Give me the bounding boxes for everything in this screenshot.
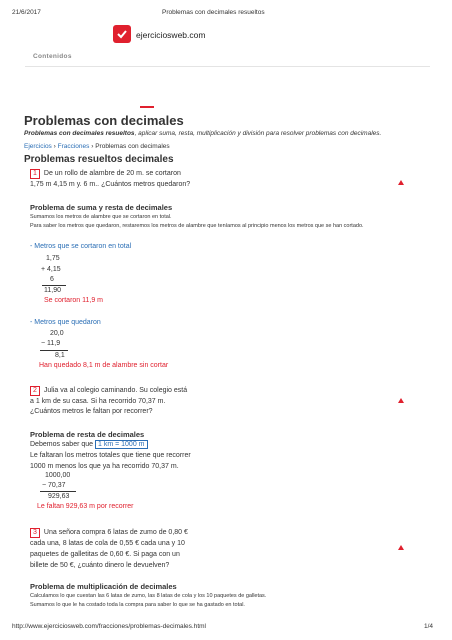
p1-subtrahend: − 11,9 — [41, 340, 61, 347]
problem-1-solution-title: Problema de suma y resta de decimales — [30, 203, 173, 212]
problem-1-solution-text2: Para saber los metros que quedaron, restaremos los metros de alambre que teníamos al principio menos los metros que se han cortado. — [30, 223, 364, 229]
problem-3-solution-title: Problema de multiplicación de decimales — [30, 582, 177, 591]
breadcrumb-ejercicios[interactable]: Ejercicios — [24, 143, 52, 150]
problem-2-solution-line1 — [30, 440, 148, 450]
problem-2-line1: Julia va al colegio caminando. Su colegio está — [43, 387, 188, 394]
back-to-top-icon[interactable] — [398, 545, 404, 550]
p2-km-conversion: 1 km = 1000 m — [95, 440, 148, 449]
problem-3-solution-text2: Sumamos lo que le ha costado toda la compra para saber lo que se ha gastado en total. — [30, 602, 245, 607]
p1-addend1: 1,75 — [46, 255, 60, 262]
problem-1-step2: - Metros que quedaron — [30, 319, 101, 326]
back-to-top-icon[interactable] — [398, 180, 404, 185]
problem-2-solution-line2: Le faltaran los metros totales que tiene que recorrer — [30, 452, 191, 459]
p2-diff: 929,63 — [48, 493, 70, 500]
problem-3-solution-text1: Calculamos lo que cuestan las 6 latas de zumo, las 8 latas de cola y los 10 paquetes de galletas. — [30, 593, 267, 599]
problem-1-line2: 1,75 m 4,15 m y. 6 m.. ¿Cuántos metros quedaron? — [30, 181, 191, 188]
breadcrumb-fracciones[interactable]: Fracciones — [57, 143, 90, 150]
problem-2-solution-line3: 1000 m menos los que ya ha recorrido 70,37 m. — [30, 463, 179, 470]
problem-1-solution-text1: Sumamos los metros de alambre que se cortaron en total. — [30, 214, 172, 220]
p2-minuend: 1000,00 — [45, 472, 71, 479]
problem-3-line2: cada una, 8 latas de cola de 0,55 € cada una y 10 — [30, 540, 185, 547]
problem-2-line2: a 1 km de su casa. Si ha recorrido 70,37 m. — [30, 398, 166, 405]
back-to-top-icon[interactable] — [398, 398, 404, 403]
problem-3-statement — [30, 528, 188, 538]
problem-2-statement — [30, 386, 187, 396]
logo-icon[interactable] — [113, 25, 131, 43]
subtitle-rest: , aplicar suma, resta, multiplicación y división para resolver problemas con decimales. — [134, 130, 382, 137]
p2-subtrahend: − 70,37 — [42, 482, 66, 489]
p1-addend2: + 4,15 — [41, 266, 61, 273]
p1-sum: 11,90 — [44, 287, 61, 294]
check-mark-icon — [116, 28, 128, 40]
p1-addend3: 6 — [50, 276, 54, 283]
problem-2-number: 2 — [30, 386, 40, 396]
breadcrumb-current: Problemas con decimales — [95, 143, 170, 150]
logo-text[interactable]: ejerciciosweb.com — [136, 30, 206, 40]
problem-1-statement — [30, 169, 181, 179]
print-page: 1/4 — [424, 623, 434, 630]
breadcrumb — [24, 143, 170, 150]
p2-diff-line — [40, 491, 76, 492]
problem-1-line1: De un rollo de alambre de 20 m. se cortaron — [43, 170, 181, 177]
breadcrumb-separator: › — [53, 143, 56, 150]
print-url: http://www.ejerciciosweb.com/fracciones/problemas-decimales.html — [12, 623, 206, 630]
problem-3-line3: paquetes de galletitas de 0,60 €. Si paga con un — [30, 551, 180, 558]
p1-sum-line — [42, 285, 66, 286]
contenidos-menu[interactable]: Contenidos — [33, 53, 72, 60]
subtitle-bold: Problemas con decimales resueltos — [24, 130, 135, 137]
p1-result1: Se cortaron 11,9 m — [44, 297, 104, 304]
problem-1-step1: - Metros que se cortaron en total — [30, 243, 132, 250]
problem-2-line3: ¿Cuántos metros le faltan por recorrer? — [30, 408, 153, 415]
p1-diff-line — [40, 350, 68, 351]
print-date: 21/6/2017 — [12, 9, 41, 16]
page-subtitle — [24, 130, 381, 137]
p2-result: Le faltan 929,63 m por recorrer — [37, 503, 134, 510]
problem-3-line4: billete de 50 €, ¿cuánto dinero le devuelven? — [30, 562, 170, 569]
page-title: Problemas con decimales — [24, 113, 184, 128]
p1-result2: Han quedado 8,1 m de alambre sin cortar — [39, 362, 169, 369]
breadcrumb-separator: › — [91, 143, 94, 150]
accent-mark — [140, 106, 154, 108]
section-title: Problemas resueltos decimales — [24, 154, 174, 165]
problem-1-number: 1 — [30, 169, 40, 179]
p2-know-text: Debemos saber que — [30, 441, 94, 448]
problem-3-line1: Una señora compra 6 latas de zumo de 0,80 € — [43, 529, 188, 536]
p1-minuend: 20,0 — [50, 330, 64, 337]
p1-diff: 8,1 — [55, 352, 65, 359]
print-title: Problemas con decimales resueltos — [162, 9, 265, 16]
problem-3-number: 3 — [30, 528, 40, 538]
problem-2-solution-title: Problema de resta de decimales — [30, 430, 145, 439]
header-divider — [25, 66, 430, 67]
